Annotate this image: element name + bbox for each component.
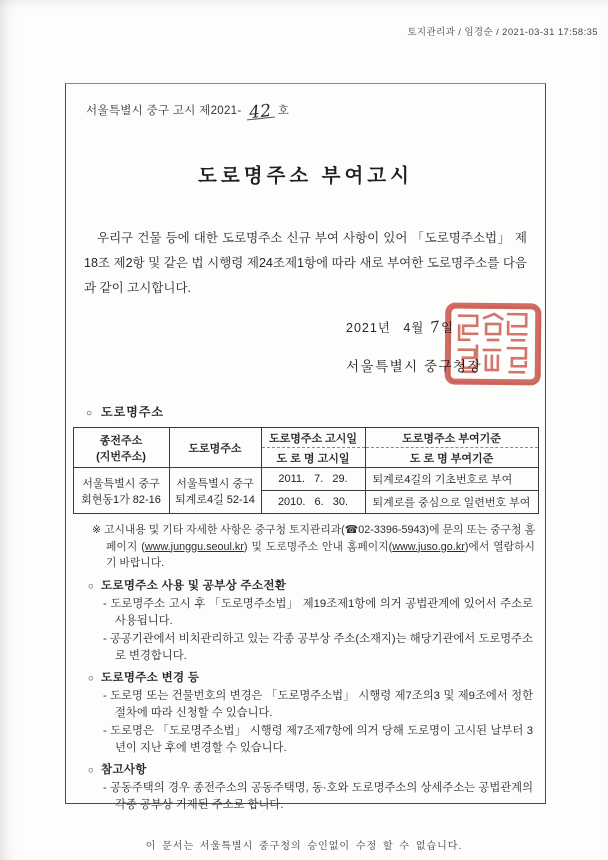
new-address-cell: 서울특별시 중구 퇴계로4길 52-14 — [169, 468, 261, 514]
section-title: 도로명주소 변경 등 — [101, 671, 200, 684]
document-number-handwritten: 42 — [245, 106, 274, 121]
notice-day-handwritten: 7 — [429, 317, 443, 337]
signer-title: 서울특별시 중구청장 — [346, 359, 483, 374]
col-header-basis-bottom: 도 로 명 부여기준 — [365, 448, 538, 468]
section-title: 참고사항 — [101, 763, 147, 776]
section-item: - 공공기관에서 비치관리하고 있는 각종 공부상 주소(소재지)는 해당기관에서 도로명주소로 변경합니다. — [103, 632, 533, 662]
road-basis-cell: 퇴계로를 중심으로 일련번호 부여 — [365, 491, 538, 514]
col-header-old-address: 종전주소 (지번주소) — [73, 428, 169, 468]
section-item: - 도로명주소 고시 후 「도로명주소법」 제19조제1항에 의거 공법관계에 있어서 주소로 사용됩니다. — [103, 597, 533, 627]
circle-bullet-icon: ○ — [88, 672, 95, 684]
col-header-notice-date-bottom: 도 로 명 고시일 — [261, 448, 365, 468]
document-border-frame — [65, 83, 546, 811]
notice-body-paragraph: 우리구 건물 등에 대한 도로명주소 신규 부여 사항이 있어 「도로명주소법」 제18조 제2항 및 같은 법 시행령 제24조제1항에 따라 새로 부여한 도로명주소를 다음과 같이 고시합니다. — [84, 231, 527, 295]
section-item: - 도로명 또는 건물번호의 변경은 「도로명주소법」 시행령 제7조의3 및 제9조에서 정한 절차에 따라 신청할 수 있습니다. — [103, 689, 533, 719]
document-title: 도로명주소 부여고시 — [198, 165, 413, 187]
scan-header-info: 토지관리과 / 임경순 / 2021-03-31 17:58:35 — [407, 27, 598, 38]
road-name-address-table — [73, 427, 539, 514]
inquiry-note: ※ 고시내용 및 기타 자세한 사항은 중구청 토지관리과(☎02-3396-5943)에 문의 또는 중구청 홈페이지 (www.junggu.seoul.kr) 및 도로명주소 안내 홈페이지(www.juso.go.kr)에서 열람하시기 바랍니다. — [92, 524, 535, 569]
circle-bullet-icon: ○ — [88, 764, 95, 776]
address-notice-date-cell: 2011. 7. 29. — [261, 468, 365, 491]
old-address-cell: 서울특별시 중구 회현동1가 82-16 — [73, 468, 169, 514]
col-header-notice-date-top: 도로명주소 고시일 — [261, 428, 365, 448]
address-basis-cell: 퇴계로4길의 기초번호로 부여 — [365, 468, 538, 491]
circle-bullet-icon: ○ — [88, 580, 95, 592]
col-header-basis-top: 도로명주소 부여기준 — [365, 428, 538, 448]
section-reference — [88, 761, 533, 815]
section-item: - 공동주택의 경우 종전주소의 공동주택명, 동·호와 도로명주소의 상세주소는 공법관계의 각종 공부상 기재된 주소로 합니다. — [103, 781, 533, 811]
document-number-suffix: 호 — [277, 105, 290, 117]
notice-sections — [88, 577, 533, 815]
document-footer-disclaimer: 이 문서는 서울특별시 중구청의 승인없이 수정 할 수 없습니다. — [145, 841, 463, 852]
official-seal-stamp-icon — [444, 302, 543, 387]
col-header-new-address: 도로명주소 — [169, 428, 261, 468]
road-notice-date-cell: 2010. 6. 30. — [261, 491, 365, 514]
section-address-change — [88, 669, 533, 758]
junggu-homepage-link: www.junggu.seoul.kr — [144, 540, 244, 553]
document-number-prefix: 서울특별시 중구 고시 제2021- — [86, 105, 242, 117]
notice-date: 2021년 4월 7일 — [346, 317, 455, 337]
circle-bullet-icon: ○ — [86, 408, 94, 419]
address-section-label: ○ 도로명주소 — [86, 405, 165, 419]
juso-homepage-link: www.juso.go.kr — [392, 540, 465, 553]
table-row — [73, 468, 538, 491]
document-number-line — [86, 100, 525, 124]
section-title: 도로명주소 사용 및 공부상 주소전환 — [101, 579, 287, 592]
section-address-use — [88, 577, 533, 666]
section-item: - 도로명은 「도로명주소법」 시행령 제7조제7항에 의거 당해 도로명이 고시된 날부터 3년이 지난 후에 변경할 수 있습니다. — [103, 724, 533, 754]
